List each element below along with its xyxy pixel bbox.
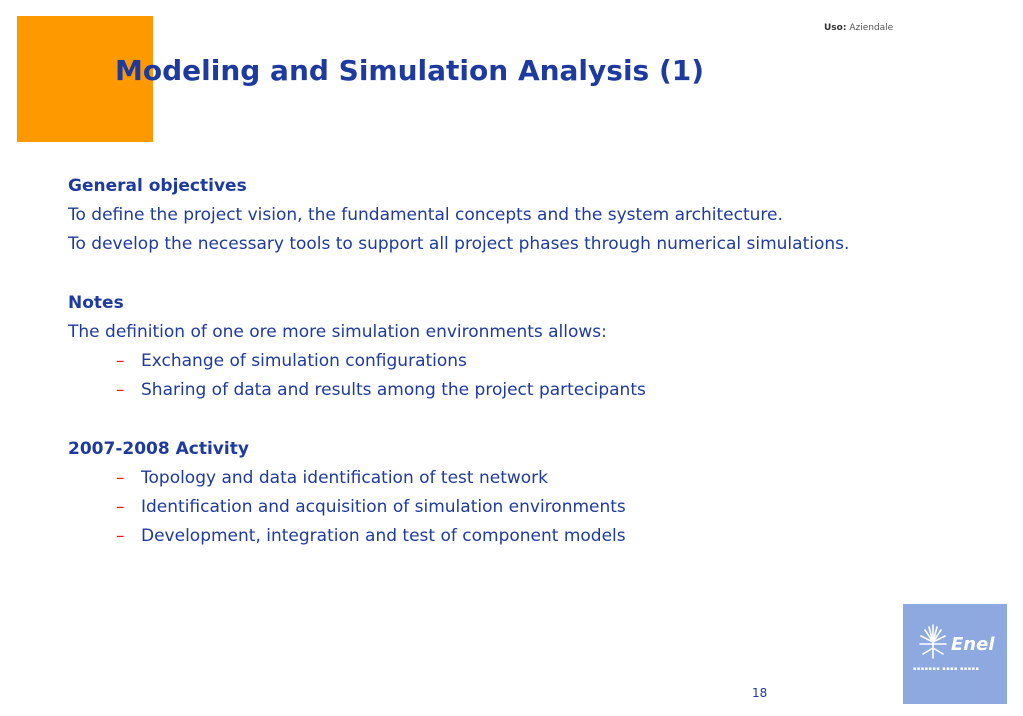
activity-item-text: Topology and data identification of test network	[141, 468, 549, 488]
logo-wordmark: Enel	[951, 634, 995, 655]
activity-item-text: Identification and acquisition of simulation environments	[141, 497, 626, 518]
uso-value: Aziendale	[849, 23, 894, 33]
logo-tagline-strip: ▪▪▪▪▪▪▪ ▪▪▪▪ ▪▪▪▪▪	[913, 666, 980, 672]
notes-heading: Notes	[68, 292, 124, 313]
list-item	[116, 522, 960, 551]
dash-bullet-icon: –	[116, 468, 125, 488]
notes-intro: The definition of one ore more simulation environments allows:	[68, 322, 607, 342]
activity-list	[68, 464, 960, 552]
enel-logo	[903, 604, 1007, 704]
general-objectives-line-2: To develop the necessary tools to support all project phases through numerical simulations.	[68, 234, 850, 255]
list-item	[116, 347, 960, 376]
general-objectives-line-1: To define the project vision, the fundamental concepts and the system architecture.	[68, 205, 783, 226]
page-number: 18	[752, 686, 768, 700]
activity-heading: 2007-2008 Activity	[68, 438, 249, 459]
dash-bullet-icon: –	[116, 526, 125, 547]
slide-title: Modeling and Simulation Analysis (1)	[115, 54, 705, 87]
notes-list	[68, 347, 960, 405]
activity-item-text: Development, integration and test of component models	[141, 526, 626, 547]
dash-bullet-icon: –	[116, 351, 125, 372]
general-objectives-heading: General objectives	[68, 176, 247, 196]
notes-item-text: Exchange of simulation configurations	[141, 351, 467, 372]
dash-bullet-icon: –	[116, 497, 125, 518]
uso-label: Uso:	[824, 23, 847, 33]
slide-body	[68, 172, 960, 552]
list-item	[116, 493, 960, 522]
notes-item-text: Sharing of data and results among the project partecipants	[141, 380, 646, 401]
list-item	[116, 464, 960, 493]
dash-bullet-icon: –	[116, 380, 125, 401]
usage-label	[824, 23, 893, 33]
list-item	[116, 376, 960, 405]
enel-flower-icon	[915, 622, 951, 662]
